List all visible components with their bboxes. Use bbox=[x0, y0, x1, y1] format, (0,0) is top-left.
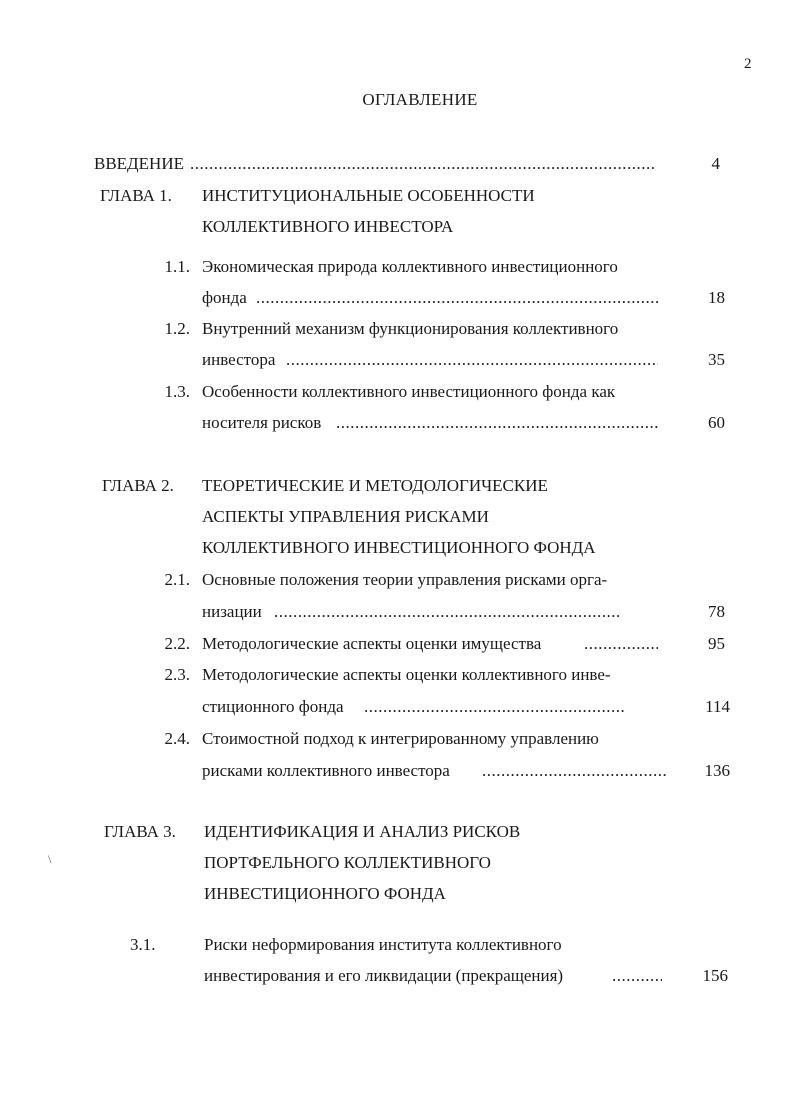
section-title-line: фонда bbox=[202, 288, 247, 307]
section-title-line: носителя рисков bbox=[202, 413, 322, 432]
section-number: 2.3. bbox=[164, 665, 190, 684]
dot-leader bbox=[364, 697, 626, 717]
chapter-label: ГЛАВА 1. bbox=[100, 186, 172, 205]
chapter-title-line: КОЛЛЕКТИВНОГО ИНВЕСТИЦИОННОГО ФОНДА bbox=[202, 538, 596, 557]
section-number: 1.3. bbox=[164, 382, 190, 401]
section-title-line: Особенности коллективного инвестиционного фонда как bbox=[202, 382, 616, 401]
chapter-title-line: АСПЕКТЫ УПРАВЛЕНИЯ РИСКАМИ bbox=[202, 507, 489, 526]
page-ref: 60 bbox=[708, 413, 725, 432]
page-ref: 18 bbox=[708, 288, 725, 307]
chapter-title-line: ИДЕНТИФИКАЦИЯ И АНАЛИЗ РИСКОВ bbox=[204, 822, 521, 841]
page-ref: 35 bbox=[708, 350, 725, 369]
section-number: 2.1. bbox=[164, 570, 190, 589]
section-title-line: инвестирования и его ликвидации (прекращения) bbox=[204, 966, 564, 985]
page-ref: 4 bbox=[711, 154, 720, 173]
dot-leader bbox=[584, 634, 658, 654]
chapter-label: ГЛАВА 2. bbox=[102, 476, 174, 495]
chapter-label: ГЛАВА 3. bbox=[104, 822, 176, 841]
section-title-line: Риски неформирования института коллективного bbox=[204, 935, 562, 954]
page-ref: 136 bbox=[704, 761, 730, 780]
stray-mark: \ bbox=[48, 852, 52, 866]
page-ref: 156 bbox=[702, 966, 728, 985]
dot-leader bbox=[286, 350, 658, 370]
chapter-title-line: ПОРТФЕЛЬНОГО КОЛЛЕКТИВНОГО bbox=[204, 853, 491, 872]
section-title-line: Методологические аспекты оценки коллективного инве- bbox=[202, 665, 611, 684]
dot-leader bbox=[482, 761, 666, 781]
intro-label: ВВЕДЕНИЕ bbox=[94, 154, 184, 173]
section-number: 2.2. bbox=[164, 634, 190, 653]
section-title-line: низации bbox=[202, 602, 262, 621]
section-number: 3.1. bbox=[130, 935, 156, 954]
section-title-line: Экономическая природа коллективного инвестиционного bbox=[202, 257, 618, 276]
page-ref: 114 bbox=[705, 697, 730, 716]
section-number: 1.2. bbox=[164, 319, 190, 338]
chapter-title-line: ТЕОРЕТИЧЕСКИЕ И МЕТОДОЛОГИЧЕСКИЕ bbox=[202, 476, 548, 495]
page-ref: 78 bbox=[708, 602, 725, 621]
page-number: 2 bbox=[744, 56, 752, 72]
dot-leader bbox=[274, 602, 620, 622]
section-title-line: инвестора bbox=[202, 350, 276, 369]
section-title-line: рисками коллективного инвестора bbox=[202, 761, 450, 780]
dot-leader bbox=[190, 154, 656, 174]
toc-title: ОГЛАВЛЕНИЕ bbox=[362, 90, 478, 109]
chapter-title-line: ИНСТИТУЦИОНАЛЬНЫЕ ОСОБЕННОСТИ bbox=[202, 186, 535, 205]
section-title-line: стиционного фонда bbox=[202, 697, 344, 716]
chapter-title-line: ИНВЕСТИЦИОННОГО ФОНДА bbox=[204, 884, 446, 903]
section-title-line: Основные положения теории управления рисками орга- bbox=[202, 570, 608, 589]
dot-leader bbox=[256, 288, 658, 308]
section-number: 2.4. bbox=[164, 729, 190, 748]
section-title-line: Методологические аспекты оценки имущества bbox=[202, 634, 542, 653]
chapter-title-line: КОЛЛЕКТИВНОГО ИНВЕСТОРА bbox=[202, 217, 454, 236]
dot-leader bbox=[336, 413, 658, 433]
page-ref: 95 bbox=[708, 634, 725, 653]
section-number: 1.1. bbox=[164, 257, 190, 276]
section-title-line: Внутренний механизм функционирования коллективного bbox=[202, 319, 619, 338]
section-title-line: Стоимостной подход к интегрированному управлению bbox=[202, 729, 599, 748]
dot-leader bbox=[612, 966, 662, 986]
